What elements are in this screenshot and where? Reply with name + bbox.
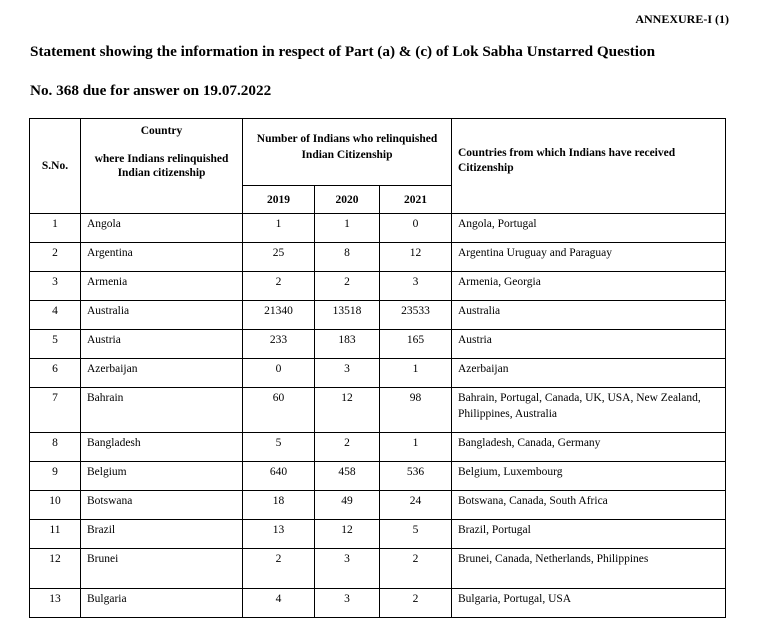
cell-sno: 10 <box>30 491 81 520</box>
cell-2020: 458 <box>315 462 380 491</box>
cell-received: Belgium, Luxembourg <box>452 462 726 491</box>
table-row <box>30 272 726 301</box>
cell-sno: 3 <box>30 272 81 301</box>
cell-country: Argentina <box>81 243 243 272</box>
header-sno: S.No. <box>30 119 81 214</box>
cell-country: Angola <box>81 214 243 243</box>
header-country <box>81 119 243 214</box>
cell-2020: 12 <box>315 520 380 549</box>
document-title-line1: Statement showing the information in respect of Part (a) & (c) of Lok Sabha Unstarred Question <box>30 43 656 60</box>
cell-sno: 6 <box>30 359 81 388</box>
table-row <box>30 589 726 618</box>
cell-country: Brunei <box>81 549 243 589</box>
cell-2020: 1 <box>315 214 380 243</box>
cell-2019: 2 <box>243 272 315 301</box>
cell-2020: 3 <box>315 589 380 618</box>
cell-received: Brunei, Canada, Netherlands, Philippines <box>452 549 726 589</box>
cell-received: Argentina Uruguay and Paraguay <box>452 243 726 272</box>
cell-2019: 60 <box>243 388 315 433</box>
table-row <box>30 549 726 589</box>
cell-sno: 2 <box>30 243 81 272</box>
cell-country: Bulgaria <box>81 589 243 618</box>
cell-received: Botswana, Canada, South Africa <box>452 491 726 520</box>
cell-sno: 9 <box>30 462 81 491</box>
cell-received: Bulgaria, Portugal, USA <box>452 589 726 618</box>
cell-2019: 4 <box>243 589 315 618</box>
cell-2021: 0 <box>380 214 452 243</box>
cell-2019: 1 <box>243 214 315 243</box>
cell-sno: 5 <box>30 330 81 359</box>
table-row <box>30 243 726 272</box>
cell-received: Brazil, Portugal <box>452 520 726 549</box>
cell-2020: 3 <box>315 549 380 589</box>
header-year-2021: 2021 <box>380 186 452 214</box>
cell-country: Armenia <box>81 272 243 301</box>
citizenship-table <box>29 118 726 618</box>
cell-received: Bahrain, Portugal, Canada, UK, USA, New Zealand, Philippines, Australia <box>452 388 726 433</box>
cell-2020: 12 <box>315 388 380 433</box>
cell-2019: 21340 <box>243 301 315 330</box>
table-row <box>30 462 726 491</box>
cell-2019: 5 <box>243 433 315 462</box>
cell-sno: 1 <box>30 214 81 243</box>
cell-2021: 1 <box>380 359 452 388</box>
header-year-2020: 2020 <box>315 186 380 214</box>
cell-received: Azerbaijan <box>452 359 726 388</box>
cell-2021: 1 <box>380 433 452 462</box>
cell-2020: 183 <box>315 330 380 359</box>
cell-sno: 7 <box>30 388 81 433</box>
table-row <box>30 388 726 433</box>
cell-country: Bangladesh <box>81 433 243 462</box>
header-number: Number of Indians who relinquished Indian Citizenship <box>243 119 452 186</box>
cell-received: Australia <box>452 301 726 330</box>
header-country-line2: where Indians relinquished Indian citizenship <box>94 153 229 179</box>
cell-2021: 165 <box>380 330 452 359</box>
cell-country: Bahrain <box>81 388 243 433</box>
header-received-citizenship: Countries from which Indians have received Citizenship <box>452 119 726 214</box>
cell-received: Angola, Portugal <box>452 214 726 243</box>
cell-sno: 8 <box>30 433 81 462</box>
table-row <box>30 301 726 330</box>
table-row <box>30 520 726 549</box>
document-title-line2: No. 368 due for answer on 19.07.2022 <box>30 82 272 99</box>
cell-2019: 18 <box>243 491 315 520</box>
cell-2021: 536 <box>380 462 452 491</box>
cell-country: Botswana <box>81 491 243 520</box>
header-country-line1: Country <box>140 125 183 137</box>
cell-2021: 23533 <box>380 301 452 330</box>
cell-2019: 640 <box>243 462 315 491</box>
table-row <box>30 330 726 359</box>
cell-2021: 5 <box>380 520 452 549</box>
table-row <box>30 359 726 388</box>
cell-2021: 24 <box>380 491 452 520</box>
cell-country: Australia <box>81 301 243 330</box>
cell-2020: 13518 <box>315 301 380 330</box>
cell-2020: 3 <box>315 359 380 388</box>
cell-2019: 233 <box>243 330 315 359</box>
cell-2020: 2 <box>315 272 380 301</box>
cell-2020: 2 <box>315 433 380 462</box>
cell-country: Brazil <box>81 520 243 549</box>
table-row <box>30 491 726 520</box>
cell-2019: 13 <box>243 520 315 549</box>
cell-country: Austria <box>81 330 243 359</box>
cell-received: Armenia, Georgia <box>452 272 726 301</box>
cell-sno: 12 <box>30 549 81 589</box>
annexure-label: ANNEXURE-I (1) <box>635 12 729 26</box>
cell-2021: 98 <box>380 388 452 433</box>
cell-2019: 0 <box>243 359 315 388</box>
cell-sno: 13 <box>30 589 81 618</box>
cell-2019: 2 <box>243 549 315 589</box>
cell-received: Bangladesh, Canada, Germany <box>452 433 726 462</box>
cell-2019: 25 <box>243 243 315 272</box>
table-row <box>30 214 726 243</box>
cell-sno: 4 <box>30 301 81 330</box>
cell-2021: 2 <box>380 549 452 589</box>
cell-2020: 49 <box>315 491 380 520</box>
cell-country: Belgium <box>81 462 243 491</box>
cell-sno: 11 <box>30 520 81 549</box>
cell-2021: 3 <box>380 272 452 301</box>
cell-2021: 12 <box>380 243 452 272</box>
cell-2021: 2 <box>380 589 452 618</box>
header-year-2019: 2019 <box>243 186 315 214</box>
cell-country: Azerbaijan <box>81 359 243 388</box>
table-row <box>30 433 726 462</box>
cell-2020: 8 <box>315 243 380 272</box>
cell-received: Austria <box>452 330 726 359</box>
